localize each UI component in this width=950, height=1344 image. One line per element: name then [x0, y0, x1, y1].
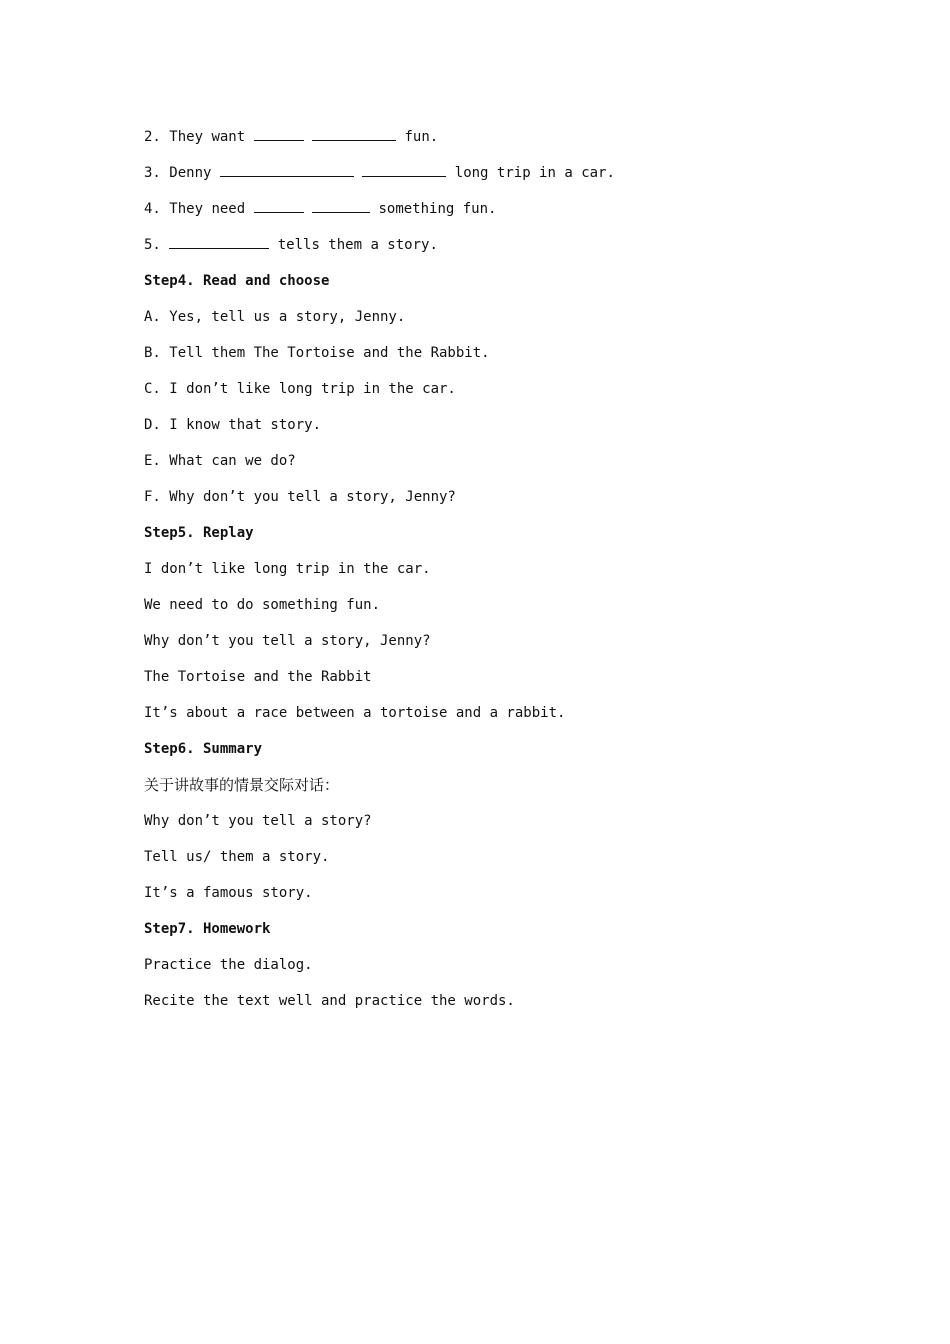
item-text-after: fun. — [404, 129, 439, 145]
choice-option-c: C. I don’t like long trip in the car. — [144, 381, 456, 397]
homework-line: Recite the text well and practice the words. — [144, 993, 515, 1009]
item-number: 3. — [144, 165, 161, 181]
document-page — [144, 124, 844, 1024]
summary-line: Why don’t you tell a story? — [144, 813, 372, 829]
item-text-before: Denny — [169, 165, 212, 181]
replay-line: The Tortoise and the Rabbit — [144, 669, 372, 685]
homework-line: Practice the dialog. — [144, 957, 313, 973]
choice-option-d: D. I know that story. — [144, 417, 322, 433]
item-number: 2. — [144, 129, 161, 145]
item-text-before: They want — [169, 129, 246, 145]
step7-heading: Step7. Homework — [144, 921, 271, 937]
step4-heading: Step4. Read and choose — [144, 273, 330, 289]
replay-line: We need to do something fun. — [144, 597, 381, 613]
choice-option-a: A. Yes, tell us a story, Jenny. — [144, 309, 406, 325]
fill-in-item-4 — [144, 196, 844, 232]
item-text-after: something fun. — [378, 201, 497, 217]
choice-option-f: F. Why don’t you tell a story, Jenny? — [144, 489, 456, 505]
fill-in-item-3 — [144, 160, 844, 196]
replay-line: I don’t like long trip in the car. — [144, 561, 431, 577]
fill-in-item-2 — [144, 124, 844, 160]
fill-in-item-5 — [144, 232, 844, 268]
summary-line: It’s a famous story. — [144, 885, 313, 901]
answer-blank — [220, 160, 354, 177]
answer-blank — [254, 196, 304, 213]
item-number: 4. — [144, 201, 161, 217]
answer-blank — [312, 196, 370, 213]
choice-option-e: E. What can we do? — [144, 453, 296, 469]
item-text-after: long trip in a car. — [454, 165, 615, 181]
answer-blank — [254, 124, 304, 141]
choice-option-b: B. Tell them The Tortoise and the Rabbit. — [144, 345, 490, 361]
replay-line: Why don’t you tell a story, Jenny? — [144, 633, 431, 649]
replay-line: It’s about a race between a tortoise and a rabbit. — [144, 705, 566, 721]
item-number: 5. — [144, 237, 161, 253]
item-text-before: They need — [169, 201, 246, 217]
summary-intro: 关于讲故事的情景交际对话： — [144, 776, 340, 794]
step5-heading: Step5. Replay — [144, 525, 254, 541]
answer-blank — [169, 232, 269, 249]
answer-blank — [362, 160, 446, 177]
summary-line: Tell us/ them a story. — [144, 849, 330, 865]
step6-heading: Step6. Summary — [144, 741, 263, 757]
item-text-after: tells them a story. — [277, 237, 438, 253]
answer-blank — [312, 124, 396, 141]
